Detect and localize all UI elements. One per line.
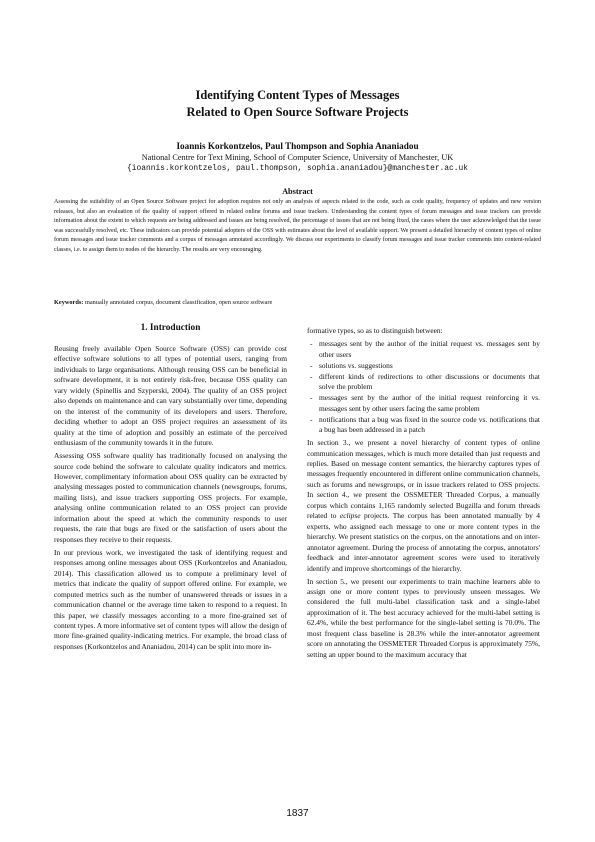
paragraph: formative types, so as to distinguish between: bbox=[307, 326, 443, 335]
bullet-list bbox=[307, 339, 540, 435]
bullet-dash: - bbox=[310, 393, 313, 403]
list-item bbox=[307, 361, 540, 371]
affiliation: National Centre for Text Mining, School of Computer Science, University of Manchester, UK bbox=[141, 153, 454, 162]
keywords-label: Keywords: bbox=[54, 299, 84, 306]
paper-title bbox=[60, 87, 535, 121]
list-item bbox=[307, 339, 540, 360]
authors: Ioannis Korkontzelos, Paul Thompson and Sophia Ananiadou bbox=[176, 141, 419, 151]
paragraph bbox=[307, 438, 540, 574]
right-column bbox=[307, 326, 540, 663]
paragraph: In section 5., we present our experiments to train machine learners able to assign one or more content types to previously unseen messages. We considered the full multi-label classification task and a single-label approximation of it. The best accuracy achieved for the multi-label setting is 62.4%, while the best performance for the single-label setting is 70.0%. The most frequent class baseline is 28.3% while the inter-annotator agreement score on annotating the OSSMETER Threaded Corpus is approximately 75%, setting an upper bound to the maximum accuracy that bbox=[307, 576, 540, 659]
keywords bbox=[54, 298, 541, 307]
list-item-text: solutions vs. suggestions bbox=[319, 360, 393, 370]
author-emails: {ioannis.korkontzelos, paul.thompson, sophia.ananiadou}@manchester.ac.uk bbox=[127, 164, 468, 173]
list-item-text: notifications that a bug was fixed in the source code vs. notifications that a bug has been addressed in a patch bbox=[319, 414, 540, 435]
paragraph-text: projects. The corpus has been annotated manually by 4 experts, who assigned each message to one or more content types in the hierarchy. We present statistics on the corpus, on the annotations and on inter-annotator agreement. During the process of annotating the corpus, annotators' feedback and inter-annotator agreement scores were used to iteratively identify and improve shortcomings of the hierarchy. bbox=[307, 511, 540, 573]
abstract-heading: Abstract bbox=[282, 187, 313, 196]
paragraph: Assessing OSS software quality has traditionally focused on analysing the source code behind the software to calculate quality indicators and metrics. However, complimentary information about OSS quality can be extracted by analysing messages posted to communication channels (newsgroups, forums, mailing lists), and issue trackers supporting OSS projects. For example, analysing online communication related to an OSS project can provide information about the speed at which the community responds to user requests, the rate that bugs are fixed or the satisfaction of users about the responses they receive to their requests. bbox=[54, 451, 287, 544]
title-line-2: Related to Open Source Software Projects bbox=[186, 105, 409, 119]
left-column bbox=[54, 322, 287, 655]
bullet-dash: - bbox=[310, 414, 313, 424]
list-item-text: different kinds of redirections to other discussions or documents that solve the problem bbox=[319, 371, 540, 392]
bullet-dash: - bbox=[310, 360, 313, 370]
keywords-text: manually annotated corpus, document classification, open source software bbox=[83, 299, 273, 306]
list-item bbox=[307, 393, 540, 414]
paragraph: Reusing freely available Open Source Software (OSS) can provide cost effective software solutions to all types of potential users, ranging from individuals to large organisations. Although reusing OSS can be beneficial in software development, it is not entirely risk-free, because OSS quality can vary widely (Spinellis and Szyperski, 2004). The quality of an OSS project also depends on maintenance and can vary substantially over time, depending on the interest of the community of its developers and users. Therefore, deciding whether to adopt an OSS project requires an assessment of its quality at the time of adoption and possibly an estimate of the perceived enthusiasm of the community towards it in the future. bbox=[54, 344, 287, 448]
paragraph: In our previous work, we investigated the task of identifying request and responses among online messages about OSS (Korkontzelos and Ananiadou, 2014). This classification allowed us to compute a preliminary level of metrics that indicate the quality of support offered online. For example, we computed metrics such as the number of unanswered threads or issues in a communication channel or the average time taken to respond to a request. In this paper, we classify messages according to a more fine-grained set of content types. A more informative set of content types will allow the design of more fine-grained quality-indicating metrics. For example, the broad class of responses (Korkontzelos and Ananiadou, 2014) can be split into more in- bbox=[54, 547, 287, 651]
paragraph-text: In section 3., we present a novel hierarchy of content types of online communication messages, which is much more detailed than just requests and replies. Based on message content semantics, the hierarchy captures types of messages frequently encountered in different online communication channels, such as forums and newsgroups, or in issue trackers related to OSS projects. In section 4., we present the OSSMETER Threaded Corpus, a manually corpus which contains 1,165 randomly selected Bugzilla and forum threads related to bbox=[307, 438, 540, 521]
abstract-text: Assessing the suitability of an Open Source Software project for adoption requires not only an analysis of aspects related to the code, such as code quality, frequency of updates and new version releases, but also an evaluation of the quality of support offered in related online forums and issue trackers. Understanding the content types of forum messages and issue trackers can provide information about the extent to which requests are being addressed and issues are being resolved, the percentage of issues that are not being fixed, the cases where the user acknowledged that the issue was successfully resolved, etc. These indicators can provide potential adopters of the OSS with estimates about the level of available support. We present a detailed hierarchy of content types of online forum messages and issue tracker comments and a corpus of messages annotated accordingly. We discuss our experiments to classify forum messages and issue tracker comments into content-related classes, i.e. to assign them to nodes of the hierarchy. The results are very encouraging. bbox=[54, 199, 541, 253]
page-number: 1837 bbox=[286, 808, 309, 819]
emphasis-text: eclipse bbox=[339, 511, 361, 521]
list-item-text: messages sent by the author of the initial request vs. messages sent by other users bbox=[319, 339, 540, 359]
title-line-1: Identifying Content Types of Messages bbox=[195, 88, 400, 102]
section-heading: 1. Introduction bbox=[140, 323, 201, 333]
bullet-dash: - bbox=[310, 339, 313, 349]
list-item bbox=[307, 372, 540, 393]
list-item-text: messages sent by the author of the initial request reinforcing it vs. messages sent by other users facing the same problem bbox=[319, 393, 540, 413]
bullet-dash: - bbox=[310, 371, 313, 381]
list-item bbox=[307, 415, 540, 436]
